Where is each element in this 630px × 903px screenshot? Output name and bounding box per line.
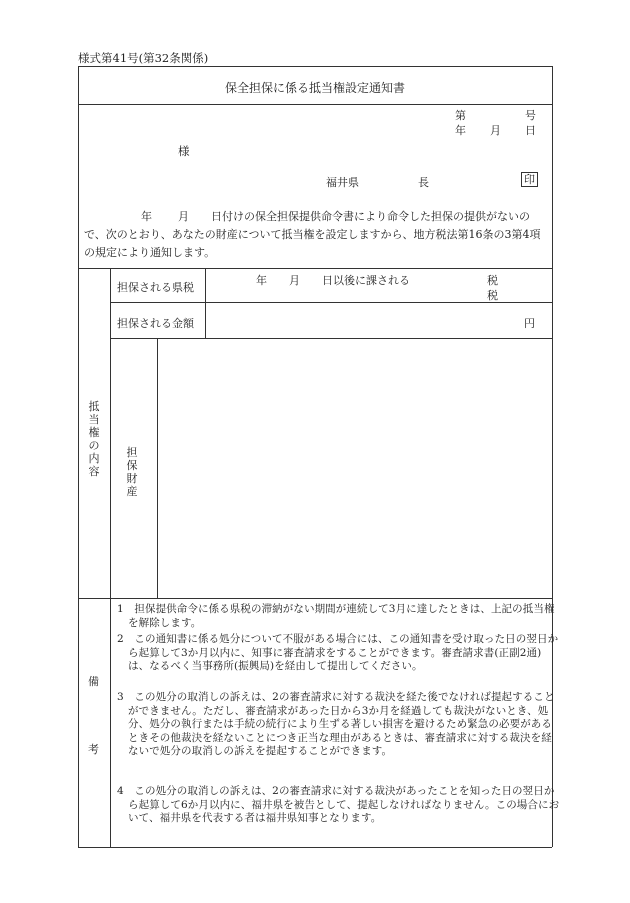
tax-row-tax2: 税 [487, 289, 498, 302]
seal-stamp: 印 [521, 172, 538, 187]
property-label-divider [157, 338, 158, 598]
remark-note-1: 1 担保提供命令に係る県税の滞納がない期間が連続して3月に達したときは、上記の抵当権を解除します。 [117, 603, 555, 629]
date-month: 月 [490, 124, 501, 137]
tax-row-month: 月 [289, 274, 300, 287]
frame-top-border [78, 66, 552, 67]
remarks-label-top: 備 [88, 675, 99, 688]
issuer-prefecture: 福井県 [326, 176, 359, 189]
tax-row-divider [110, 302, 552, 303]
body-year: 年 [141, 210, 152, 223]
section-label-divider [110, 268, 111, 847]
tax-row-label: 担保される県税 [117, 281, 194, 294]
remark-note-3: 3 この処分の取消しの訴えは、2の審査請求に対する裁決を経た後でなければ提起することができません。ただし、審査請求があった日から3か月を経過しても裁決がないとき、処分、処分の執行または手続の続行により生ずる著しい損害を避けるため緊急の必要があるときその他裁決を経ないことにつき正当な理由があるときは、審査請求に対する裁決を経ないで処分の取消しの訴えを提起することができます。 [117, 691, 555, 757]
amount-row-divider [110, 338, 552, 339]
remark-note-4: 4 この処分の取消しの訴えは、2の審査請求に対する裁決があったことを知った日の翌日から起算して6か月以内に、福井県を被告として、提起しなければなりません。この場合において、福井県を代表する者は福井県知事となります。 [117, 785, 560, 824]
doc-number-go: 号 [525, 109, 536, 122]
amount-unit: 円 [524, 317, 535, 330]
date-year: 年 [455, 124, 466, 137]
title-divider [78, 104, 552, 105]
remark-note-2: 2 この通知書に係る処分について不服がある場合には、この通知書を受け取った日の翌日から起算して3か月以内に、知事に審査請求をすることができます。審査請求書(正副2通)は、なるべく当事務所(振興局)を経由して提出してください。 [117, 633, 559, 672]
property-label-vertical: 担保財産 [126, 446, 138, 498]
remarks-label-bottom: 考 [88, 743, 99, 756]
tax-row-year: 年 [256, 274, 267, 287]
body-month: 月 [178, 210, 189, 223]
amount-row-label: 担保される金額 [117, 317, 194, 330]
addressee-suffix: 様 [178, 144, 190, 158]
date-day: 日 [525, 124, 536, 137]
notice-body [84, 208, 549, 262]
body-text: 日付けの保全担保提供命令書により命令した担保の提供がないので、次のとおり、あなたの財産について抵当権を設定しますから、地方税法第16条の3第4項の規定により通知します。 [84, 210, 541, 259]
remarks-divider [78, 598, 552, 599]
doc-number-dai: 第 [455, 109, 466, 122]
tax-row-text: 日以後に課される [322, 274, 410, 287]
form-number: 様式第41号(第32条関係) [78, 51, 209, 65]
tax-row-tax1: 税 [487, 274, 498, 287]
issuer-chief: 長 [418, 176, 429, 189]
header-divider [78, 268, 552, 269]
row-label-divider [205, 268, 206, 338]
frame-bottom-border [78, 847, 552, 848]
frame-left-border [78, 66, 79, 847]
section-label-vertical: 抵当権の内容 [88, 400, 100, 478]
document-title: 保全担保に係る抵当権設定通知書 [224, 81, 405, 95]
